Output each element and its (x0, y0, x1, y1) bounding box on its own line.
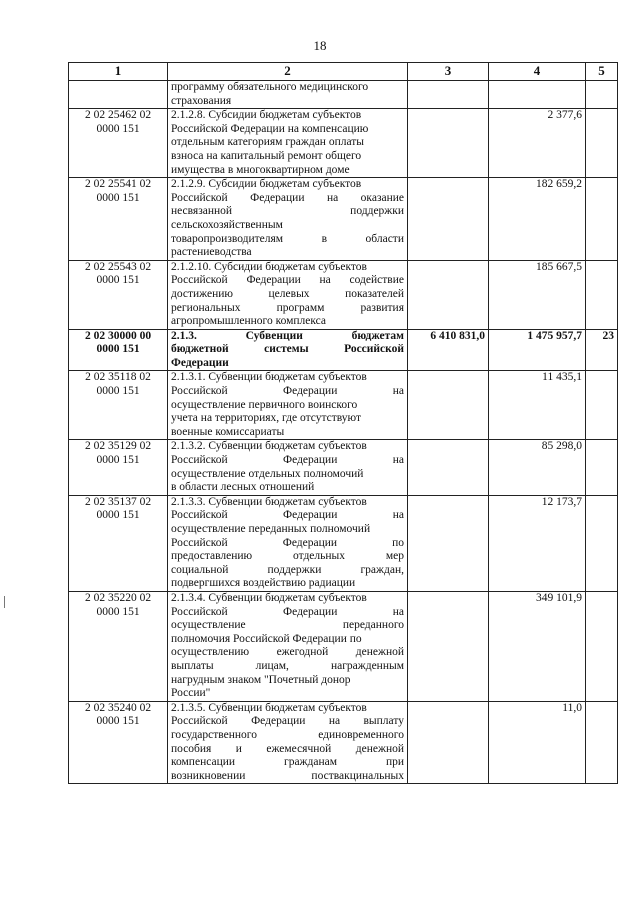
description-word: переданного (342, 619, 404, 632)
budget-code-line: 2 02 25462 02 (84, 109, 152, 122)
description-line (171, 385, 404, 399)
description-line: полномочия Российской Федерации по (171, 632, 362, 645)
description-word: целевых (268, 287, 310, 300)
description-line (171, 564, 404, 578)
description-line: нагрудным знаком "Почетный донор (171, 673, 351, 686)
description-line (171, 715, 404, 729)
description-word: лицам, (255, 659, 289, 672)
table-row (69, 701, 618, 784)
description-line: 2.1.2.9. Субсидии бюджетам субъектов (171, 178, 362, 191)
description-word: отдельных (292, 550, 346, 563)
amount-cell-c3 (408, 81, 489, 109)
description-line: России" (171, 687, 211, 700)
budget-code-cell (69, 109, 168, 178)
description-word: ежемесячной (266, 742, 332, 755)
amount-cell-c4: 11,0 (489, 701, 586, 784)
description-word: в (321, 232, 328, 245)
description-word: Российской (344, 343, 404, 356)
amount-cell-c4: 185 667,5 (489, 260, 586, 329)
description-line: взноса на капитальный ремонт общего (171, 149, 362, 162)
description-word: Федерации (283, 509, 338, 522)
description-line: в области лесных отношений (171, 481, 315, 494)
description-cell (168, 260, 408, 329)
description-line: растениеводства (171, 246, 252, 259)
description-word: содействие (349, 274, 404, 287)
budget-code-cell (69, 591, 168, 701)
budget-code-line: 2 02 25541 02 (84, 178, 152, 191)
amount-cell-c3: 6 410 831,0 (408, 329, 489, 371)
description-line: осуществление первичного воинского (171, 398, 358, 411)
amount-cell-c4: 1 475 957,7 (489, 329, 586, 371)
amount-cell-c5 (586, 591, 618, 701)
description-word: Российской (171, 605, 228, 618)
table-row (69, 260, 618, 329)
budget-code-cell (69, 495, 168, 591)
amount-cell-c5 (586, 701, 618, 784)
description-word: Федерации (282, 536, 338, 549)
description-word: гражданам (283, 756, 337, 769)
description-cell (168, 701, 408, 784)
description-word: компенсации (171, 756, 236, 769)
description-word: Российской (171, 454, 228, 467)
description-word: программ (276, 301, 325, 314)
description-line (171, 770, 404, 784)
budget-code-cell (69, 701, 168, 784)
description-line: программу обязательного медицинского (171, 81, 369, 93)
description-word: системы (264, 343, 309, 356)
description-word: товаропроизводителям (171, 232, 284, 245)
amount-cell-c5 (586, 109, 618, 178)
description-word: ежегодной (276, 646, 329, 659)
description-line (171, 537, 404, 551)
page-number: 18 (313, 38, 327, 53)
description-line (171, 660, 404, 674)
budget-code-cell (69, 329, 168, 371)
description-cell (168, 109, 408, 178)
budget-code-cell (69, 371, 168, 440)
amount-cell-c3 (408, 701, 489, 784)
description-line (171, 646, 404, 660)
description-word: Российской (171, 536, 228, 549)
description-word: Российской (171, 715, 228, 728)
amount-cell-c4: 182 659,2 (489, 178, 586, 261)
description-word: бюджетам (351, 329, 404, 342)
description-line: 2.1.3.3. Субвенции бюджетам субъектов (171, 495, 367, 508)
budget-table (68, 62, 618, 784)
description-word: единовременного (318, 728, 404, 741)
description-line (171, 288, 404, 302)
description-line: 2.1.2.8. Субсидии бюджетам субъектов (171, 109, 362, 122)
description-word: граждан, (360, 563, 404, 576)
description-word: Федерации (246, 274, 301, 287)
description-word: Российской (171, 385, 228, 398)
description-word: бюджетной (171, 343, 229, 356)
table-row (69, 81, 618, 109)
description-line: Федерации (171, 356, 229, 369)
description-word: денежной (355, 646, 404, 659)
amount-cell-c5: 23 (586, 329, 618, 371)
description-word: на (392, 385, 404, 398)
budget-code-line: 0000 151 (96, 385, 140, 398)
description-word: поствакцинальных (311, 769, 404, 782)
description-cell (168, 371, 408, 440)
description-line: 2.1.3.2. Субвенции бюджетам субъектов (171, 440, 367, 453)
description-word: Российской (171, 191, 228, 204)
budget-code-cell (69, 440, 168, 495)
description-line (171, 192, 404, 206)
description-word: социальной (171, 563, 229, 576)
description-cell (168, 81, 408, 109)
header-row (69, 63, 618, 81)
description-word: на (328, 715, 341, 728)
description-word: Российской (171, 274, 228, 287)
amount-cell-c5 (586, 495, 618, 591)
description-line (171, 343, 404, 357)
description-word: государственного (171, 728, 257, 741)
amount-cell-c3 (408, 371, 489, 440)
description-word: Субвенции (245, 329, 303, 342)
description-word: на (392, 509, 404, 522)
description-word: Федерации (283, 454, 338, 467)
column-header-5: 5 (586, 63, 618, 81)
description-word: по (392, 536, 404, 549)
description-line: 2.1.3.5. Субвенции бюджетам субъектов (171, 701, 367, 714)
description-line (171, 550, 404, 564)
description-line: 2.1.2.10. Субсидии бюджетам субъектов (171, 260, 367, 273)
description-cell (168, 329, 408, 371)
description-line (171, 205, 404, 219)
amount-cell-c3 (408, 260, 489, 329)
description-word: поддержки (350, 205, 404, 218)
table-row (69, 591, 618, 701)
description-cell (168, 591, 408, 701)
description-word: 2.1.3. (171, 329, 197, 342)
description-word: при (385, 756, 404, 769)
amount-cell-c5 (586, 440, 618, 495)
description-word: Российской (171, 509, 228, 522)
description-word: развития (360, 301, 404, 314)
budget-code-line: 0000 151 (96, 274, 140, 287)
description-word: пособия (171, 742, 212, 755)
description-line: агропромышленного комплекса (171, 315, 327, 328)
description-line (171, 302, 404, 316)
description-line: учета на территориях, где отсутствуют (171, 412, 362, 425)
description-word: Федерации (250, 191, 305, 204)
amount-cell-c4 (489, 81, 586, 109)
margin-mark (4, 596, 5, 608)
amount-cell-c3 (408, 495, 489, 591)
description-word: на (392, 605, 404, 618)
budget-code-line: 0000 151 (96, 191, 140, 204)
description-word: оказание (360, 191, 404, 204)
table-row (69, 329, 618, 371)
budget-code-line: 2 02 35137 02 (84, 495, 152, 508)
description-word: мер (385, 550, 404, 563)
description-word: достижению (171, 287, 233, 300)
description-line: 2.1.3.1. Субвенции бюджетам субъектов (171, 371, 367, 384)
column-header-1: 1 (69, 63, 168, 81)
budget-code-line: 2 02 25543 02 (84, 260, 152, 273)
description-word: Федерации (283, 605, 338, 618)
description-word: и (235, 742, 242, 755)
description-line (171, 509, 404, 523)
description-word: осуществление (171, 619, 246, 632)
budget-code-line: 0000 151 (96, 454, 140, 467)
description-word: награжденным (330, 659, 404, 672)
budget-code-line: 2 02 35129 02 (84, 440, 152, 453)
description-line (171, 756, 404, 770)
description-line: осуществление отдельных полномочий (171, 467, 364, 480)
description-word: на (392, 454, 404, 467)
description-word: на (326, 191, 339, 204)
amount-cell-c4: 11 435,1 (489, 371, 586, 440)
description-cell (168, 440, 408, 495)
amount-cell-c4: 85 298,0 (489, 440, 586, 495)
description-line (171, 606, 404, 620)
column-header-2: 2 (168, 63, 408, 81)
description-word: несвязанной (171, 205, 233, 218)
amount-cell-c4: 12 173,7 (489, 495, 586, 591)
description-line: имущества в многоквартирном доме (171, 163, 350, 176)
budget-code-line: 0000 151 (96, 715, 140, 728)
description-line (171, 330, 404, 344)
description-line (171, 619, 404, 633)
description-line (171, 274, 404, 288)
budget-code-line: 2 02 35240 02 (84, 701, 152, 714)
amount-cell-c4: 349 101,9 (489, 591, 586, 701)
budget-code-line: 2 02 30000 00 (84, 329, 152, 342)
description-word: на (319, 274, 331, 287)
description-word: Федерации (251, 715, 306, 728)
amount-cell-c5 (586, 371, 618, 440)
budget-code-cell (69, 178, 168, 261)
table-row (69, 109, 618, 178)
budget-code-line: 2 02 35118 02 (85, 371, 151, 384)
budget-code-line: 0000 151 (96, 509, 140, 522)
description-line (171, 233, 404, 247)
budget-code-line: 0000 151 (96, 605, 140, 618)
amount-cell-c4: 2 377,6 (489, 109, 586, 178)
description-cell (168, 178, 408, 261)
description-line (171, 454, 404, 468)
column-header-3: 3 (408, 63, 489, 81)
description-line: сельскохозяйственным (171, 218, 283, 231)
table-row (69, 495, 618, 591)
budget-code-line: 0000 151 (96, 343, 140, 356)
amount-cell-c5 (586, 260, 618, 329)
description-word: предоставлению (171, 550, 253, 563)
description-line: военные комиссариаты (171, 425, 285, 438)
description-word: поддержки (267, 563, 322, 576)
description-word: денежной (355, 742, 404, 755)
budget-code-line: 2 02 35220 02 (84, 591, 152, 604)
description-word: осуществлению (171, 646, 250, 659)
description-line (171, 743, 404, 757)
description-word: региональных (171, 301, 241, 314)
description-line (171, 729, 404, 743)
description-word: показателей (345, 287, 404, 300)
budget-code-line: 0000 151 (96, 122, 140, 135)
description-word: выплату (363, 715, 404, 728)
table-row (69, 371, 618, 440)
amount-cell-c3 (408, 178, 489, 261)
description-line: осуществление переданных полномочий (171, 523, 371, 535)
description-word: области (365, 232, 404, 245)
amount-cell-c3 (408, 440, 489, 495)
description-line: страхования (171, 94, 232, 107)
table-row (69, 440, 618, 495)
amount-cell-c3 (408, 109, 489, 178)
description-line: 2.1.3.4. Субвенции бюджетам субъектов (171, 591, 367, 604)
amount-cell-c5 (586, 178, 618, 261)
budget-code-cell (69, 260, 168, 329)
amount-cell-c3 (408, 591, 489, 701)
description-word: Федерации (283, 385, 338, 398)
description-line: отдельным категориям граждан оплаты (171, 136, 365, 149)
column-header-4: 4 (489, 63, 586, 81)
description-line: Российской Федерации на компенсацию (171, 122, 369, 135)
budget-code-cell (69, 81, 168, 109)
description-word: выплаты (171, 659, 214, 672)
description-cell (168, 495, 408, 591)
description-line: подвергшихся воздействию радиации (171, 577, 356, 590)
amount-cell-c5 (586, 81, 618, 109)
description-word: возникновении (171, 769, 246, 782)
table-row (69, 178, 618, 261)
